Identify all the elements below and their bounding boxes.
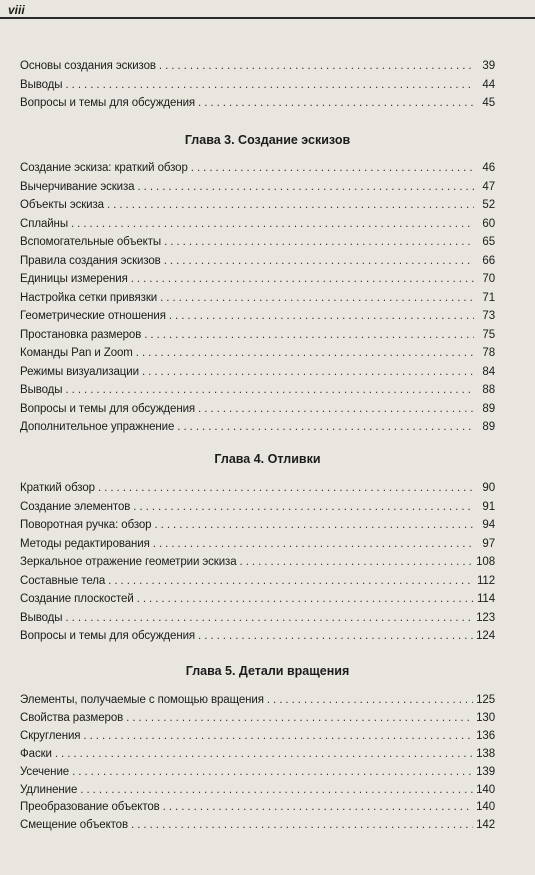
toc-entry-title: Вопросы и темы для обсуждения bbox=[20, 402, 196, 415]
toc-entry-page: 142 bbox=[476, 819, 495, 832]
toc-entry-page: 90 bbox=[482, 482, 495, 494]
toc-entry[interactable] bbox=[20, 255, 495, 273]
dot-leader bbox=[136, 347, 474, 359]
toc-entry[interactable] bbox=[20, 329, 495, 347]
toc-entry[interactable] bbox=[20, 366, 495, 384]
chapter-heading: Глава 4. Отливки bbox=[214, 452, 321, 466]
toc-entry[interactable] bbox=[20, 593, 495, 611]
toc-entry[interactable] bbox=[20, 60, 495, 78]
toc-entry[interactable] bbox=[20, 538, 495, 556]
toc-entry-title: Основы создания эскизов bbox=[20, 60, 156, 72]
toc-entry-page: 39 bbox=[482, 60, 495, 72]
toc-entry[interactable] bbox=[20, 748, 495, 766]
dot-leader bbox=[142, 366, 474, 378]
dot-leader bbox=[80, 784, 473, 796]
toc-entry-page: 114 bbox=[476, 593, 495, 605]
toc-entry-title: Краткий обзор bbox=[20, 482, 95, 494]
toc-entry[interactable] bbox=[20, 292, 495, 310]
dot-leader bbox=[83, 730, 473, 742]
dot-leader bbox=[163, 801, 473, 813]
toc-entry-page: 66 bbox=[482, 254, 495, 267]
toc-entry-title: Выводы bbox=[20, 78, 63, 91]
toc-entry-page: 97 bbox=[482, 537, 495, 550]
toc-entry[interactable] bbox=[20, 181, 495, 199]
dot-leader bbox=[107, 199, 474, 211]
toc-entry-page: 123 bbox=[476, 611, 495, 624]
dot-leader bbox=[55, 748, 473, 760]
dot-leader bbox=[198, 630, 473, 642]
toc-entry-page: 75 bbox=[482, 328, 495, 341]
toc-entry-title: Поворотная ручка: обзор bbox=[20, 519, 152, 531]
toc-entry-title: Режимы визуализации bbox=[20, 365, 139, 378]
toc-entry-page: 73 bbox=[482, 310, 495, 322]
toc-entry-title: Объекты эскиза bbox=[20, 199, 104, 211]
dot-leader bbox=[164, 236, 474, 248]
toc-entry-title: Создание элементов bbox=[20, 500, 131, 513]
toc-entry-title: Команды Pan и Zoom bbox=[20, 347, 133, 359]
dot-leader bbox=[164, 255, 474, 267]
toc-entry-page: 71 bbox=[482, 291, 495, 304]
dot-leader bbox=[198, 403, 474, 415]
toc-entry-page: 46 bbox=[482, 162, 495, 174]
toc-entry[interactable] bbox=[20, 384, 495, 402]
toc-entry[interactable] bbox=[20, 97, 495, 115]
dot-leader bbox=[160, 292, 474, 304]
toc-entry[interactable] bbox=[20, 575, 495, 593]
toc-entry-title: Зеркальное отражение геометрии эскиза bbox=[20, 556, 237, 568]
toc-entry[interactable] bbox=[20, 162, 495, 180]
toc-entry-title: Вычерчивание эскиза bbox=[20, 180, 135, 193]
toc-entry-title: Фаски bbox=[20, 747, 52, 760]
toc-entry-page: 44 bbox=[482, 78, 495, 91]
toc-entry-page: 139 bbox=[476, 765, 495, 778]
toc-entry-title: Преобразование объектов bbox=[20, 801, 160, 814]
toc-entry-title: Удлинение bbox=[20, 783, 78, 796]
toc-entry-title: Вопросы и темы для обсуждения bbox=[20, 97, 196, 109]
toc-entry-title: Дополнительное упражнение bbox=[20, 421, 175, 433]
toc-entry[interactable] bbox=[20, 482, 495, 500]
toc-entry[interactable] bbox=[20, 630, 495, 648]
toc-entry-page: 65 bbox=[482, 236, 495, 248]
dot-leader bbox=[131, 273, 474, 285]
dot-leader bbox=[191, 162, 474, 174]
dot-leader bbox=[108, 575, 474, 587]
toc-entry-title: Выводы bbox=[20, 384, 63, 396]
toc-entry-title: Смещение объектов bbox=[20, 819, 128, 832]
toc-entry-page: 138 bbox=[476, 747, 495, 760]
toc-entry-page: 89 bbox=[482, 402, 495, 415]
toc-entry[interactable] bbox=[20, 819, 495, 837]
toc-entry-title: Элементы, получаемые с помощью вращения bbox=[20, 694, 264, 706]
toc-entry-title: Усечение bbox=[20, 765, 70, 778]
dot-leader bbox=[133, 501, 474, 513]
toc-entry[interactable] bbox=[20, 421, 495, 439]
toc-entry[interactable] bbox=[20, 766, 495, 784]
toc-entry-title: Свойства размеров bbox=[20, 711, 124, 724]
dot-leader bbox=[177, 421, 474, 433]
toc-entry-page: 91 bbox=[482, 500, 495, 513]
toc-entry[interactable] bbox=[20, 79, 495, 97]
toc-entry-page: 140 bbox=[476, 783, 495, 796]
chapter-heading: Глава 5. Детали вращения bbox=[185, 664, 350, 678]
toc-entry[interactable] bbox=[20, 712, 495, 730]
dot-leader bbox=[72, 766, 473, 778]
dot-leader bbox=[131, 819, 473, 831]
toc-entry-title: Вопросы и темы для обсуждения bbox=[20, 630, 196, 642]
dot-leader bbox=[71, 218, 474, 230]
dot-leader bbox=[65, 384, 474, 396]
dot-leader bbox=[198, 97, 474, 109]
dot-leader bbox=[154, 519, 474, 531]
dot-leader bbox=[240, 556, 474, 568]
toc-entry-title: Скругления bbox=[20, 729, 81, 742]
dot-leader bbox=[153, 538, 474, 550]
toc-entry[interactable] bbox=[20, 730, 495, 748]
toc-entry-title: Сплайны bbox=[20, 217, 68, 230]
toc-entry-page: 45 bbox=[482, 97, 495, 109]
page-number: viii bbox=[8, 3, 25, 17]
dot-leader bbox=[267, 694, 473, 706]
toc-entry[interactable] bbox=[20, 519, 495, 537]
dot-leader bbox=[144, 329, 474, 341]
dot-leader bbox=[65, 612, 473, 624]
toc-entry[interactable] bbox=[20, 694, 495, 712]
dot-leader bbox=[169, 310, 474, 322]
toc-entry-page: 78 bbox=[482, 347, 495, 359]
toc-entry[interactable] bbox=[20, 273, 495, 291]
toc-entry-title: Геометрические отношения bbox=[20, 310, 166, 322]
chapter-heading: Глава 3. Создание эскизов bbox=[184, 133, 351, 147]
toc-entry[interactable] bbox=[20, 403, 495, 421]
toc-entry[interactable] bbox=[20, 556, 495, 574]
toc-entry-page: 89 bbox=[482, 421, 495, 433]
toc-entry[interactable] bbox=[20, 612, 495, 630]
toc-entry-title: Настройка сетки привязки bbox=[20, 291, 158, 304]
toc-entry-page: 136 bbox=[476, 729, 495, 742]
toc-entry-page: 124 bbox=[476, 630, 495, 642]
toc-entry-title: Создание плоскостей bbox=[20, 593, 134, 605]
toc-entry-page: 60 bbox=[482, 217, 495, 230]
toc-entry[interactable] bbox=[20, 801, 495, 819]
toc-entry-page: 108 bbox=[476, 556, 495, 568]
toc-entry[interactable] bbox=[20, 236, 495, 254]
toc-entry-page: 52 bbox=[482, 199, 495, 211]
toc-entry-title: Составные тела bbox=[20, 574, 106, 587]
header-rule bbox=[0, 17, 535, 19]
toc-entry-title: Вспомогательные объекты bbox=[20, 236, 162, 248]
toc-entry[interactable] bbox=[20, 218, 495, 236]
dot-leader bbox=[98, 482, 474, 494]
toc-entry-page: 70 bbox=[482, 273, 495, 285]
toc-entry-title: Выводы bbox=[20, 611, 63, 624]
toc-entry-title: Единицы измерения bbox=[20, 273, 128, 285]
toc-entry[interactable] bbox=[20, 347, 495, 365]
toc-entry[interactable] bbox=[20, 310, 495, 328]
toc-entry-page: 88 bbox=[482, 384, 495, 396]
toc-entry-page: 140 bbox=[476, 801, 495, 814]
toc-entry-page: 94 bbox=[482, 519, 495, 531]
dot-leader bbox=[126, 712, 473, 724]
toc-entry-page: 112 bbox=[476, 574, 495, 587]
toc-entry[interactable] bbox=[20, 784, 495, 802]
dot-leader bbox=[137, 181, 474, 193]
toc-entry[interactable] bbox=[20, 501, 495, 519]
toc-entry-title: Правила создания эскизов bbox=[20, 254, 161, 267]
toc-entry-page: 130 bbox=[476, 711, 495, 724]
toc-entry[interactable] bbox=[20, 199, 495, 217]
dot-leader bbox=[65, 79, 474, 91]
toc-entry-title: Простановка размеров bbox=[20, 328, 142, 341]
toc-entry-page: 84 bbox=[482, 365, 495, 378]
dot-leader bbox=[159, 60, 474, 72]
toc-entry-title: Создание эскиза: краткий обзор bbox=[20, 162, 188, 174]
dot-leader bbox=[137, 593, 474, 605]
toc-entry-page: 47 bbox=[482, 180, 495, 193]
toc-entry-page: 125 bbox=[476, 694, 495, 706]
toc-entry-title: Методы редактирования bbox=[20, 537, 150, 550]
